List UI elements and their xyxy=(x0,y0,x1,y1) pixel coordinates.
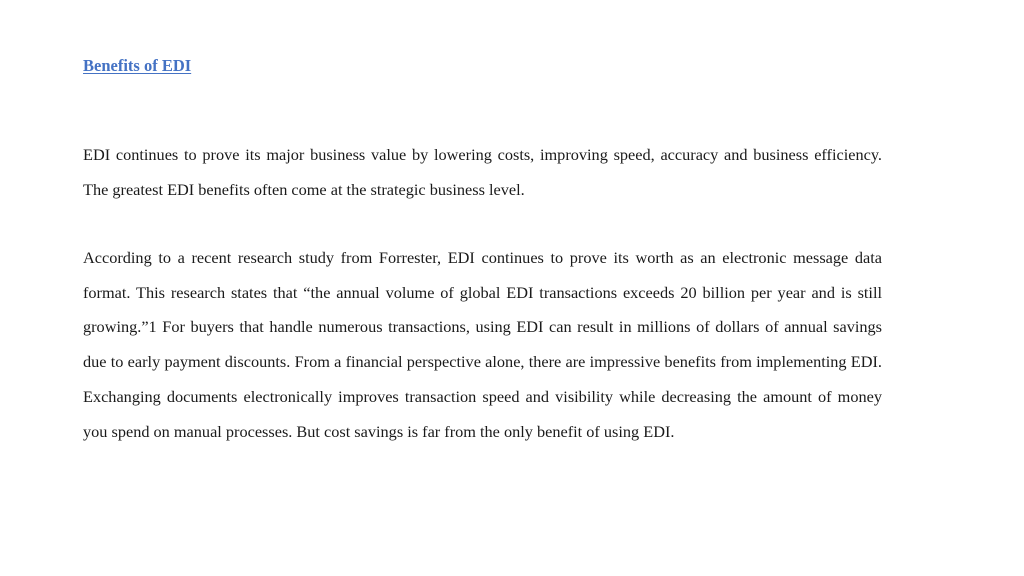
intro-paragraph: EDI continues to prove its major business value by lowering costs, improving speed, accuracy and business efficiency. The greatest EDI benefits often come at the strategic business level. xyxy=(83,145,882,199)
heading-link[interactable]: Benefits of EDI xyxy=(83,56,192,75)
research-paragraph: According to a recent research study from Forrester, EDI continues to prove its worth as an electronic message data format. This research states that “the annual volume of global EDI transactions exceeds 20 billion per year and is still growing.”1 For buyers that handle numerous transactions, using EDI can result in millions of dollars of annual savings due to early payment discounts. From a financial perspective alone, there are impressive benefits from implementing EDI. Exchanging documents electronically improves transaction speed and visibility while decreasing the amount of money you spend on manual processes. But cost savings is far from the only benefit of using EDI. xyxy=(83,248,882,441)
